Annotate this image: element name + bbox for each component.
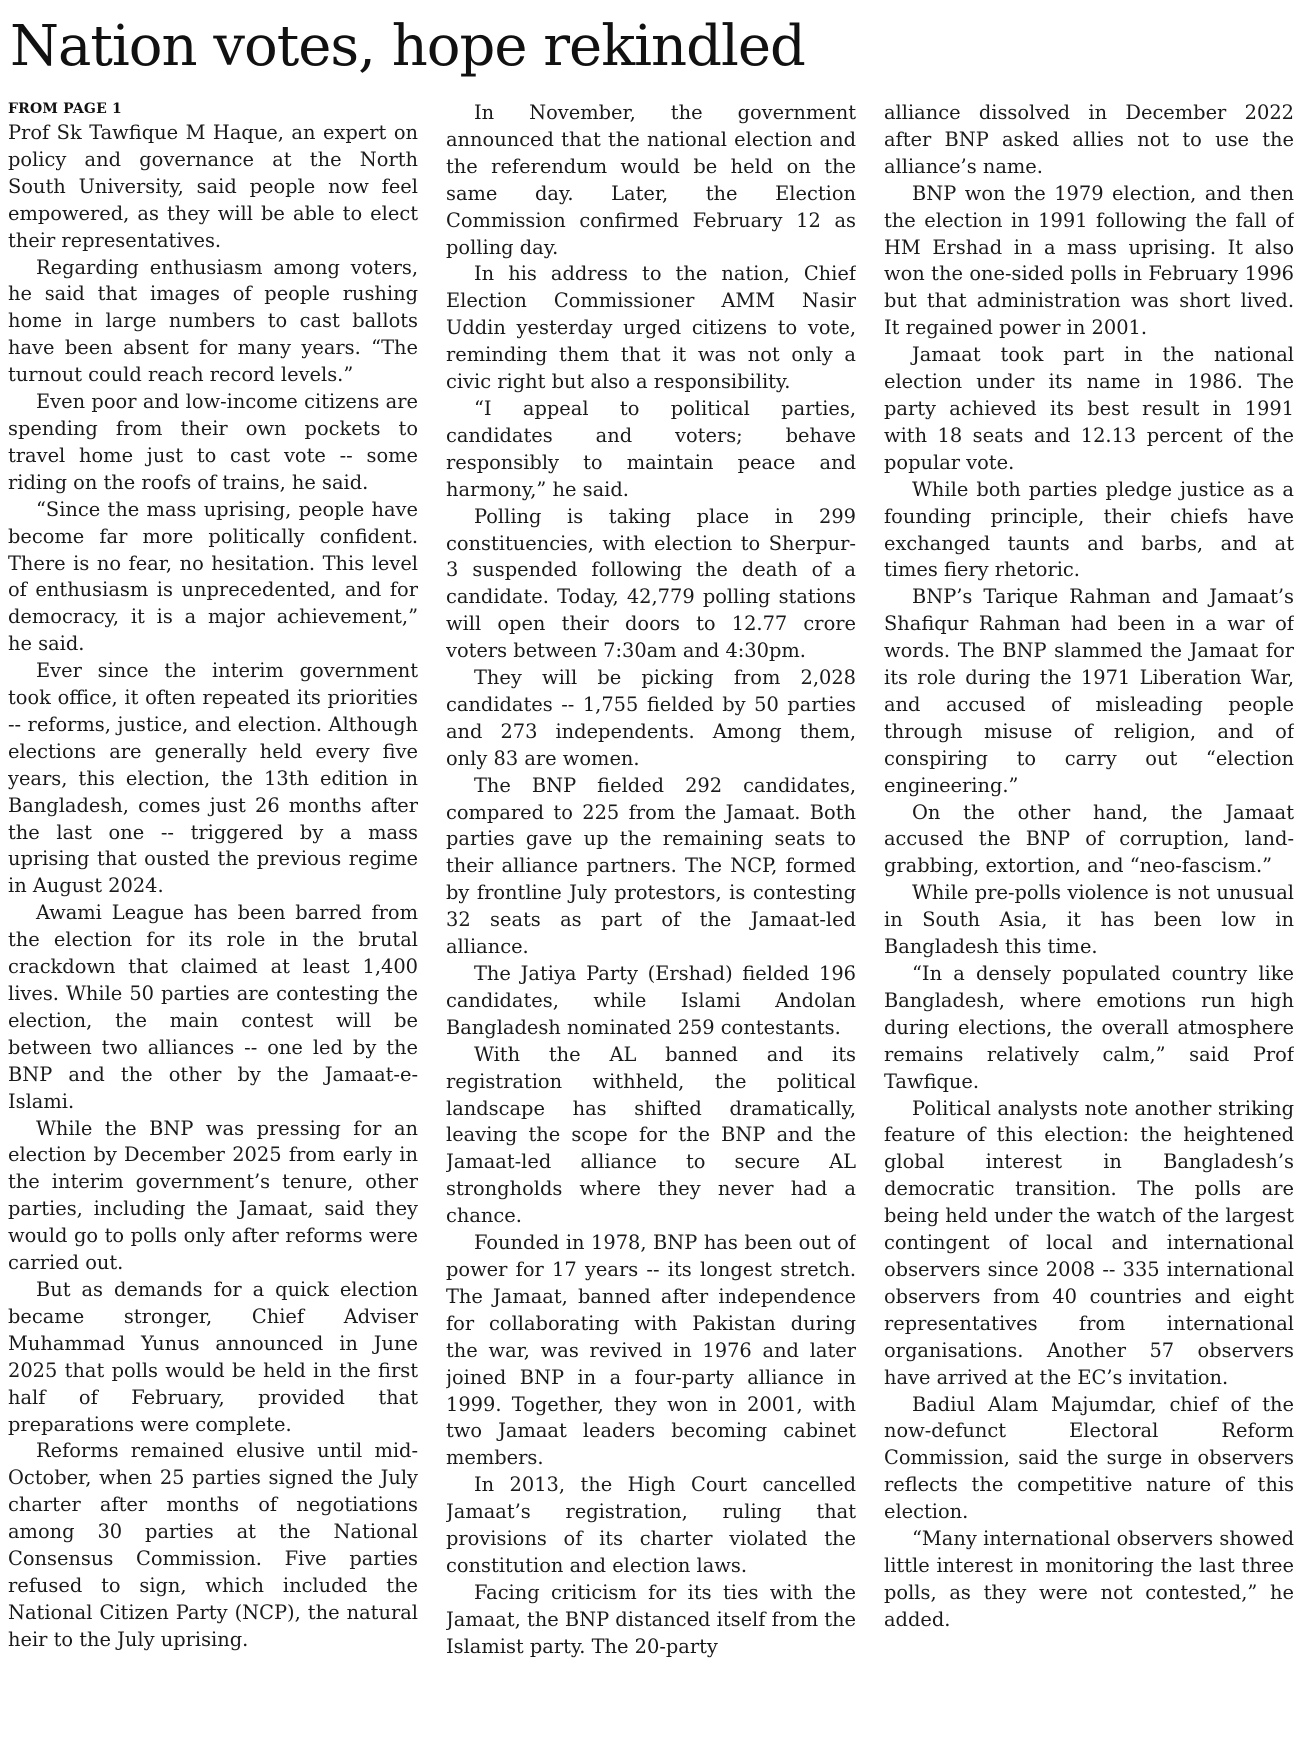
paragraph: In November, the government announced that the national election and the referendum would be held on the same day. Later, the Election Commission confirmed February 12 as polling day.	[446, 101, 856, 259]
paragraph: The BNP fielded 292 candidates, compared to 225 from the Jamaat. Both parties gave up the remaining seats to their alliance partners. The NCP, formed by frontline July protestors, is contesting 32 seats as part of the Jamaat-led alliance.	[446, 773, 856, 959]
paragraph: Ever since the interim government took office, it often repeated its priorities -- reforms, justice, and election. Although elections are generally held every five years, this election, the 13th edition in Bangladesh, comes just 26 months after the last one -- triggered by a mass uprising that ousted the previous regime in August 2024.	[8, 659, 418, 898]
paragraph: Prof Sk Tawfique M Haque, an expert on policy and governance at the North South University, said people now feel empowered, as they will be able to elect their representatives.	[8, 121, 418, 252]
paragraph: Jamaat took part in the national election under its name in 1986. The party achieved its best result in 1991 with 18 seats and 12.13 percent of the popular vote.	[884, 343, 1294, 474]
paragraph: Founded in 1978, BNP has been out of power for 17 years -- its longest stretch. The Jamaat, banned after independence for collaborating with Pakistan during the war, was revived in 1976 and later joined BNP in a four-party alliance in 1999. Together, they won in 2001, with two Jamaat leaders becoming cabinet members.	[446, 1231, 856, 1470]
paragraph: “Many international observers showed little interest in monitoring the last three polls, as they were not contested,” he added.	[884, 1527, 1294, 1631]
paragraph: Regarding enthusiasm among voters, he said that images of people rushing home in large numbers to cast ballots have been absent for many years. “The turnout could reach record levels.”	[8, 255, 418, 387]
paragraph: In his address to the nation, Chief Election Commissioner AMM Nasir Uddin yesterday urged citizens to vote, reminding them that it was not only a civic right but also a responsibility.	[446, 262, 856, 394]
paragraph: While the BNP was pressing for an election by December 2025 from early in the interim government’s tenure, other parties, including the Jamaat, said they would go to polls only after reforms were carried out.	[8, 1116, 418, 1275]
paragraph: BNP’s Tarique Rahman and Jamaat’s Shafiqur Rahman had been in a war of words. The BNP slammed the Jamaat for its role during the 1971 Liberation War, and accused of misleading people through misuse of religion, and of conspiring to carry out “election engineering.”	[884, 585, 1294, 797]
paragraph: Badiul Alam Majumdar, chief of the now-defunct Electoral Reform Commission, said the surge in observers reflects the competitive nature of this election.	[884, 1392, 1294, 1524]
article-column-3	[884, 100, 1294, 1750]
paragraph: “In a densely populated country like Bangladesh, where emotions run high during elections, the overall atmosphere remains relatively calm,” said Prof Tawfique.	[884, 962, 1294, 1093]
paragraph: With the AL banned and its registration withheld, the political landscape has shifted dramatically, leaving the scope for the BNP and the Jamaat-led alliance to secure AL strongholds where they never had a chance.	[446, 1042, 856, 1228]
paragraph: “Since the mass uprising, people have become far more politically confident. There is no fear, no hesitation. This level of enthusiasm is unprecedented, and for democracy, it is a major achievement,” he said.	[8, 497, 418, 656]
paragraph: BNP won the 1979 election, and then the election in 1991 following the fall of HM Ershad in a mass uprising. It also won the one-sided polls in February 1996 but that administration was short lived. It regained power in 2001.	[884, 181, 1294, 340]
paragraph: “I appeal to political parties, candidates and voters; behave responsibly to maintain peace and harmony,” he said.	[446, 396, 856, 501]
headline: Nation votes, hope rekindled	[10, 14, 805, 79]
paragraph: On the other hand, the Jamaat accused the BNP of corruption, land-grabbing, extortion, and “neo-fascism.”	[884, 800, 1294, 878]
paragraph: Political analysts note another striking feature of this election: the heightened global interest in Bangladesh’s democratic transition. The polls are being held under the watch of the largest contingent of local and international observers since 2008 -- 335 international observers from 40 countries and eight representatives from international organisations. Another 57 observers have arrived at the EC’s invitation.	[884, 1096, 1294, 1389]
kicker: FROM PAGE 1	[8, 101, 122, 117]
paragraph: Facing criticism for its ties with the Jamaat, the BNP distanced itself from the Islamist party. The 20-party	[446, 1580, 856, 1658]
paragraph: Awami League has been barred from the election for its role in the brutal crackdown that claimed at least 1,400 lives. While 50 parties are contesting the election, the main contest will be between two alliances -- one led by the BNP and the other by the Jamaat-e-Islami.	[8, 901, 418, 1113]
paragraph: But as demands for a quick election became stronger, Chief Adviser Muhammad Yunus announced in June 2025 that polls would be held in the first half of February, provided that preparations were complete.	[8, 1277, 418, 1436]
paragraph: While both parties pledge justice as a founding principle, their chiefs have exchanged taunts and barbs, and at times fiery rhetoric.	[884, 477, 1294, 582]
paragraph: In 2013, the High Court cancelled Jamaat’s registration, ruling that provisions of its charter violated the constitution and election laws.	[446, 1473, 856, 1577]
article-column-2	[446, 100, 856, 1750]
paragraph: The Jatiya Party (Ershad) fielded 196 candidates, while Islami Andolan Bangladesh nominated 259 contestants.	[446, 962, 856, 1039]
paragraph: Reforms remained elusive until mid-October, when 25 parties signed the July charter after months of negotiations among 30 parties at the National Consensus Commission. Five parties refused to sign, which included the National Citizen Party (NCP), the natural heir to the July uprising.	[8, 1439, 418, 1651]
paragraph: Polling is taking place in 299 constituencies, with election to Sherpur-3 suspended following the death of a candidate. Today, 42,779 polling stations will open their doors to 12.77 crore voters between 7:30am and 4:30pm.	[446, 504, 856, 663]
paragraph: They will be picking from 2,028 candidates -- 1,755 fielded by 50 parties and 273 independents. Among them, only 83 are women.	[446, 666, 856, 770]
article-column-1	[8, 100, 418, 1750]
paragraph-continued: alliance dissolved in December 2022 after BNP asked allies not to use the alliance’s name.	[884, 101, 1294, 178]
paragraph: While pre-polls violence is not unusual in South Asia, it has been low in Bangladesh this time.	[884, 881, 1294, 959]
paragraph: Even poor and low-income citizens are spending from their own pockets to travel home just to cast vote -- some riding on the roofs of trains, he said.	[8, 390, 418, 494]
